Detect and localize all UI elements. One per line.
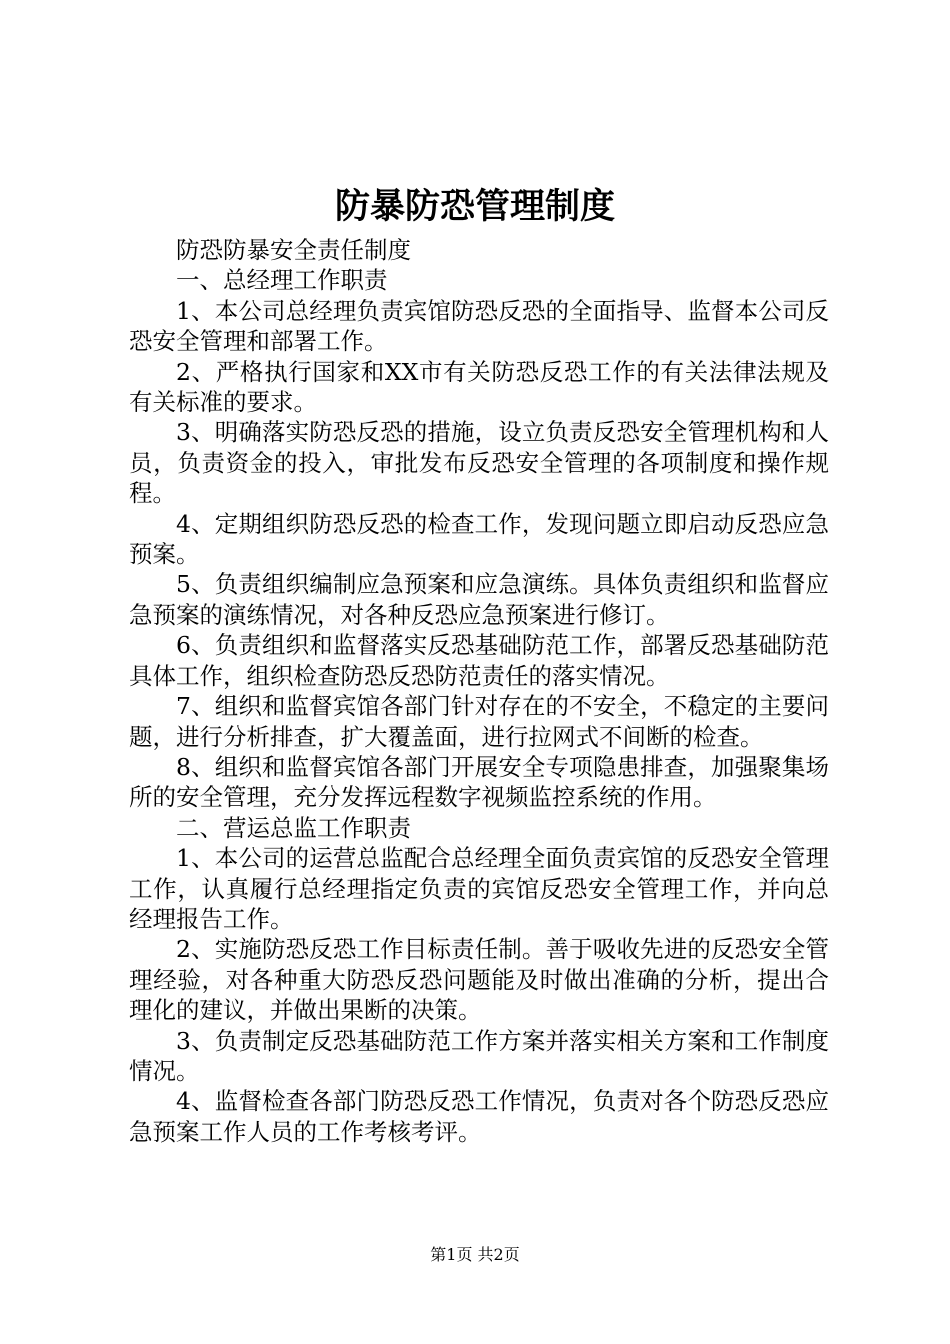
paragraph: 4、定期组织防恐反恐的检查工作，发现问题立即启动反恐应急预案。 <box>129 509 829 569</box>
paragraph: 1、本公司的运营总监配合总经理全面负责宾馆的反恐安全管理工作，认真履行总经理指定负责的宾馆反恐安全管理工作，并向总经理报告工作。 <box>129 844 829 933</box>
paragraph: 6、负责组织和监督落实反恐基础防范工作，部署反恐基础防范具体工作，组织检查防恐反恐防范责任的落实情况。 <box>129 631 829 690</box>
document-title: 防暴防恐管理制度 <box>334 186 615 227</box>
paragraph: 1、本公司总经理负责宾馆防恐反恐的全面指导、监督本公司反恐安全管理和部署工作。 <box>129 296 829 356</box>
paragraph: 7、组织和监督宾馆各部门针对存在的不安全，不稳定的主要问题，进行分析排查，扩大覆盖面，进行拉网式不间断的检查。 <box>129 692 829 751</box>
subtitle-paragraph: 防恐防暴安全责任制度 <box>176 236 411 264</box>
paragraph: 8、组织和监督宾馆各部门开展安全专项隐患排查，加强聚集场所的安全管理，充分发挥远程数字视频监控系统的作用。 <box>129 752 829 812</box>
paragraph: 2、实施防恐反恐工作目标责任制。善于吸收先进的反恐安全管理经验，对各种重大防恐反恐问题能及时做出准确的分析，提出合理化的建议，并做出果断的决策。 <box>129 935 829 1025</box>
document-body <box>129 235 829 1147</box>
section-heading: 一、总经理工作职责 <box>176 266 388 295</box>
paragraph: 3、明确落实防恐反恐的措施，设立负责反恐安全管理机构和人员，负责资金的投入，审批发布反恐安全管理的各项制度和操作规程。 <box>129 418 829 508</box>
paragraph: 2、严格执行国家和XX市有关防恐反恐工作的有关法律法规及有关标准的要求。 <box>129 357 829 417</box>
section-heading: 二、营运总监工作职责 <box>176 813 411 842</box>
paragraph: 3、负责制定反恐基础防范工作方案并落实相关方案和工作制度情况。 <box>129 1026 829 1085</box>
paragraph: 4、监督检查各部门防恐反恐工作情况，负责对各个防恐反恐应急预案工作人员的工作考核考评。 <box>129 1087 829 1146</box>
paragraph: 5、负责组织编制应急预案和应急演练。具体负责组织和监督应急预案的演练情况，对各种反恐应急预案进行修订。 <box>129 570 829 629</box>
page-footer: 第1页 共2页 <box>430 1245 520 1264</box>
